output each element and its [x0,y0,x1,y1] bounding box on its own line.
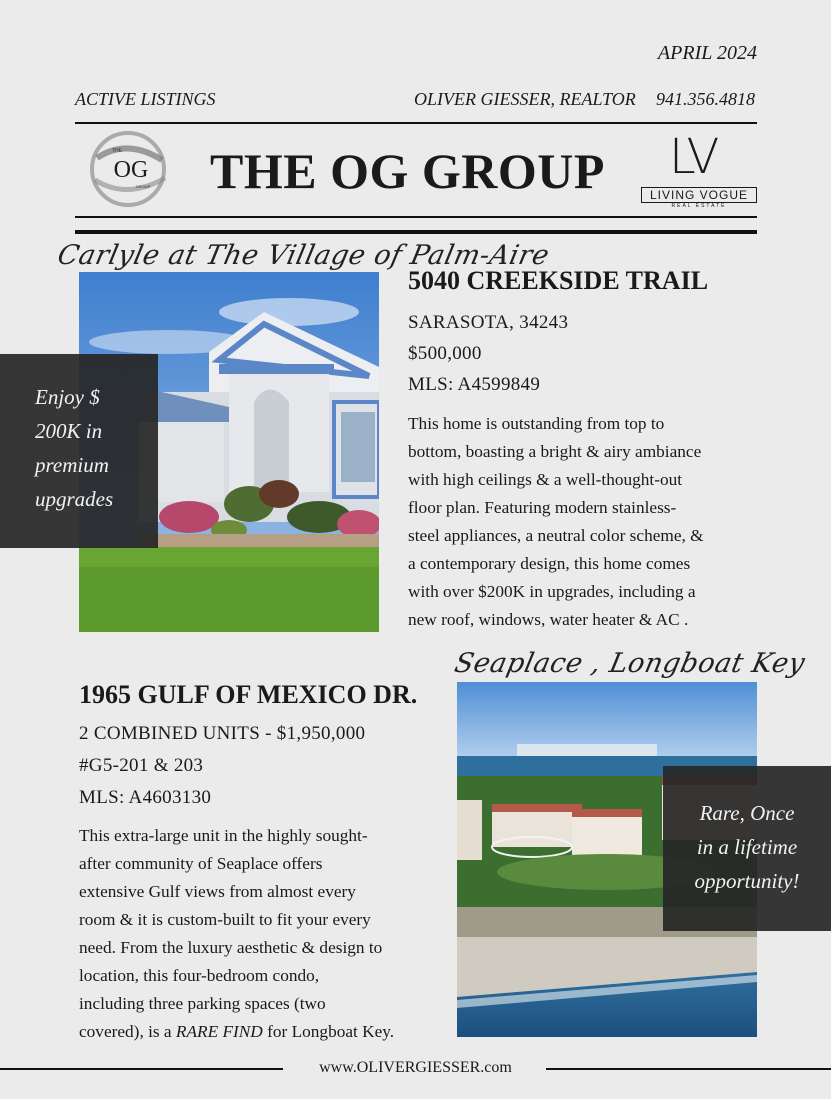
header-rule-mid [75,216,757,218]
listing2-mls: MLS: A4603130 [79,787,212,808]
description-line: location, this four-bedroom condo, [79,966,320,985]
listing2-community-script: Seaplace , Longboat Key [451,648,808,679]
description-text: covered), is a [79,1022,176,1041]
description-line: This home is outstanding from top to [408,414,665,433]
living-vogue-name: LIVING VOGUE [641,187,757,203]
listing2-unit-numbers: #G5-201 & 203 [79,755,204,776]
description-line: floor plan. Featuring modern stainless- [408,498,677,517]
rare-find-emphasis: RARE FIND [175,1022,263,1041]
callout-line: premium [35,453,109,477]
og-group-logo [87,128,173,210]
listing1-address: 5040 CREEKSIDE TRAIL [408,266,709,295]
listing2-description [79,822,439,1046]
listing1-description [408,410,768,634]
description-line: room & it is custom-built to fit your every [79,910,371,929]
description-line: with high ceilings & a well-thought-out [408,470,683,489]
listing2-address: 1965 GULF OF MEXICO DR. [79,680,418,709]
realtor-name: OLIVER GIESSER, REALTOR [414,89,636,109]
callout-line: Enjoy $ [35,385,100,409]
listing1-upgrade-callout [0,354,158,548]
description-text: for Longboat Key. [262,1022,395,1041]
callout-line: opportunity! [694,869,800,893]
description-line: This extra-large unit in the highly sought- [79,826,368,845]
section-label: ACTIVE LISTINGS [75,89,216,109]
callout-line: 200K in [35,419,103,443]
svg-text:OG: OG [113,157,149,183]
issue-date: APRIL 2024 [657,42,757,64]
callout-line: in a lifetime [696,835,798,859]
header-rule-bottom [75,230,757,234]
listing1-community-script: Carlyle at The Village of Palm-Aire [54,240,553,271]
description-line: need. From the luxury aesthetic & design to [79,938,383,957]
header-rule-top [75,122,757,124]
description-line: steel appliances, a neutral color scheme, & [408,526,704,545]
callout-line: upgrades [35,487,114,511]
listing2-units-price: 2 COMBINED UNITS - $1,950,000 [79,723,366,744]
description-line: with over $200K in upgrades, including a [408,582,696,601]
listing1-city: SARASOTA, 34243 [408,312,569,333]
listing1-mls: MLS: A4599849 [408,374,541,395]
description-line: extensive Gulf views from almost every [79,882,356,901]
footer-website-link[interactable]: www.OLIVERGIESSER.com [319,1059,512,1076]
svg-text:THE: THE [112,148,122,154]
description-line-last [79,1018,439,1046]
realtor-phone: 941.356.4818 [656,89,755,109]
description-line: new roof, windows, water heater & AC . [408,610,689,629]
living-vogue-mark: LV [669,129,716,185]
listing2-opportunity-callout [663,766,831,931]
callout-line: Rare, Once [699,801,795,825]
description-line: after community of Seaplace offers [79,854,323,873]
description-line: bottom, boasting a bright & airy ambiance [408,442,702,461]
svg-text:GROUP: GROUP [135,184,151,189]
listing1-price: $500,000 [408,343,482,364]
living-vogue-sub: REAL ESTATE [671,203,727,209]
description-line: including three parking spaces (two [79,994,326,1013]
description-line: a contemporary design, this home comes [408,554,691,573]
brand-title: THE OG GROUP [210,143,605,199]
